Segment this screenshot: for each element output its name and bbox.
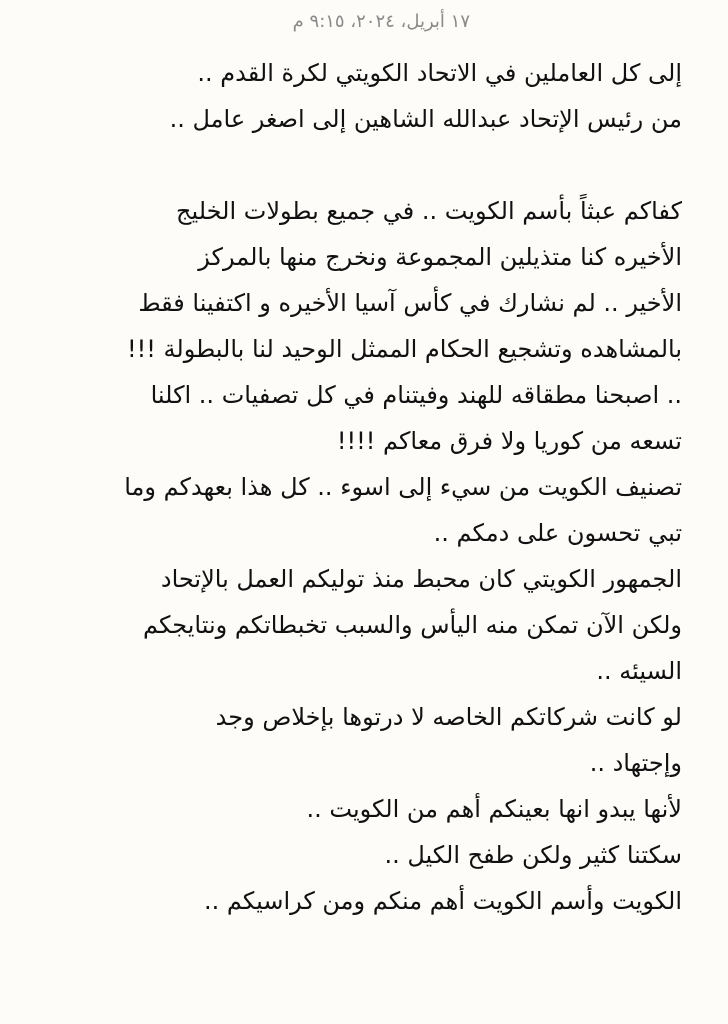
paragraph-spacer [42, 142, 682, 188]
note-line: من رئيس الإتحاد عبدالله الشاهين إلى اصغر عامل .. [169, 105, 682, 133]
note-body[interactable] [42, 50, 682, 924]
note-line: تسعه من كوريا ولا فرق معاكم !!!! [336, 427, 682, 455]
note-line: الجمهور الكويتي كان محبط منذ توليكم العمل بالإتحاد [160, 565, 682, 593]
note-line: السيئه .. [596, 657, 682, 685]
note-line: الأخير .. لم نشارك في كأس آسيا الأخيره و اكتفينا فقط [138, 289, 682, 317]
note-line: لأنها يبدو انها بعينكم أهم من الكويت .. [306, 795, 682, 823]
note-line: الكويت وأسم الكويت أهم منكم ومن كراسيكم .. [203, 887, 682, 915]
note-line: الأخيره كنا متذيلين المجموعة ونخرج منها بالمركز [198, 243, 682, 271]
note-line: إلى كل العاملين في الاتحاد الكويتي لكرة القدم .. [197, 59, 682, 87]
note-line: لو كانت شركاتكم الخاصه لا درتوها بإخلاص وجد [215, 703, 682, 731]
note-line: تبي تحسون على دمكم .. [433, 519, 682, 547]
note-line: وإجتهاد .. [589, 749, 682, 777]
note-line: كفاكم عبثاً بأسم الكويت .. في جميع بطولات الخليج [175, 197, 682, 225]
note-line: سكتنا كثير ولكن طفح الكيل .. [384, 841, 682, 869]
note-line: تصنيف الكويت من سيء إلى اسوء .. كل هذا بعهدكم وما [124, 473, 682, 501]
note-line: ولكن الآن تمكن منه اليأس والسبب تخبطاتكم ونتايجكم [142, 611, 682, 639]
note-timestamp: ١٧ أبريل، ٢٠٢٤، ٩:١٥ م [292, 11, 470, 32]
note-line: .. اصبحنا مطقاقه للهند وفيتنام في كل تصفيات .. اكلنا [150, 381, 682, 409]
note-line: بالمشاهده وتشجيع الحكام الممثل الوحيد لنا بالبطولة !!! [127, 335, 682, 363]
